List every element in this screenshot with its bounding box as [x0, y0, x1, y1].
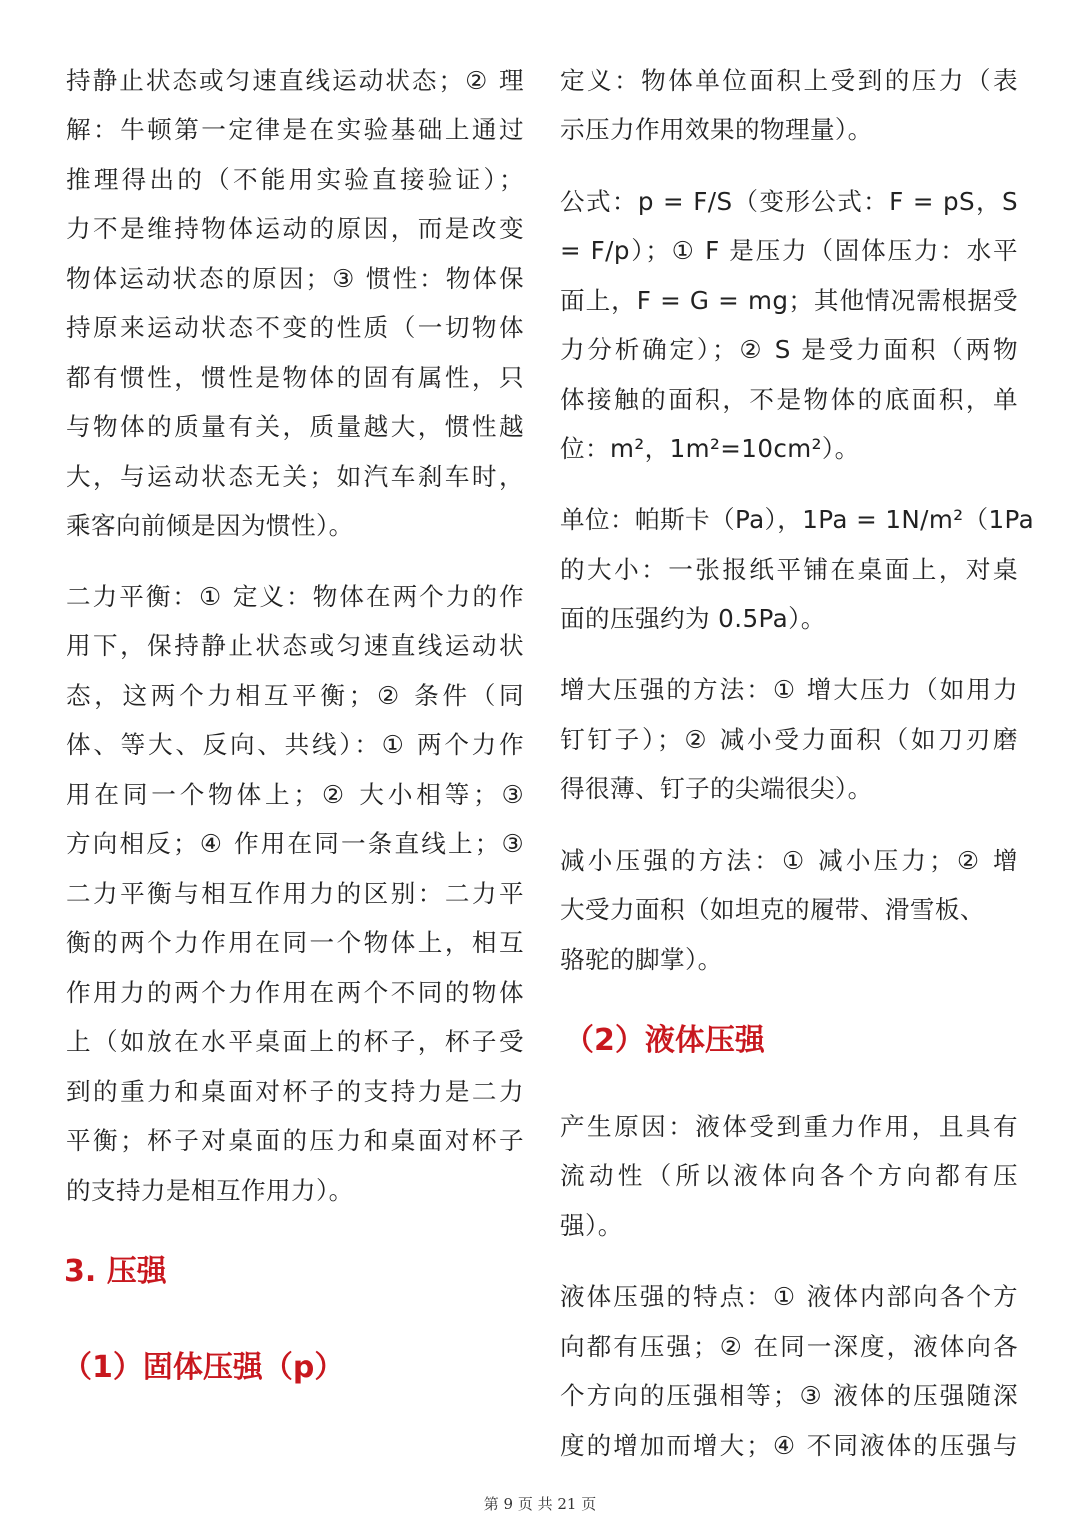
- text-line: 个方向的压强相等；③ 液体的压强随深: [560, 1381, 1018, 1410]
- text-line: 体、等大、反向、共线）：① 两个力作: [66, 730, 524, 759]
- text-line: = F/p）；① F 是压力（固体压力：水平: [560, 236, 1018, 265]
- text-line: 持原来运动状态不变的性质（一切物体: [66, 313, 524, 342]
- text-line: 大受力面积（如坦克的履带、滑雪板、: [560, 895, 985, 924]
- text-line: 作用力的两个力作用在两个不同的物体: [66, 978, 524, 1007]
- text-line: 体接触的面积，不是物体的底面积，单: [560, 385, 1018, 414]
- text-line: 物体运动状态的原因；③ 惯性：物体保: [66, 264, 524, 293]
- text-line: 面上，F = G = mg；其他情况需根据受: [560, 286, 1018, 315]
- text-line: 产生原因：液体受到重力作用，且具有: [560, 1112, 1018, 1141]
- text-line: 方向相反；④ 作用在同一条直线上；③: [66, 829, 524, 858]
- text-line: 平衡；杯子对桌面的压力和桌面对杯子: [66, 1126, 524, 1155]
- text-line: 公式：p = F/S（变形公式：F = pS，S: [560, 187, 1018, 216]
- text-line: 用在同一个物体上；② 大小相等；③: [66, 780, 524, 809]
- text-line: 的支持力是相互作用力）。: [66, 1176, 354, 1205]
- text-line: 二力平衡与相互作用力的区别：二力平: [66, 879, 524, 908]
- text-line: 得很薄、钉子的尖端很尖）。: [560, 774, 873, 803]
- text-line: 减小压强的方法：① 减小压力；② 增: [560, 846, 1018, 875]
- text-line: 上（如放在水平桌面上的杯子，杯子受: [66, 1027, 524, 1056]
- text-line: 向都有压强；② 在同一深度，液体向各: [560, 1332, 1018, 1361]
- text-line: 液体压强的特点：① 液体内部向各个方: [560, 1282, 1018, 1311]
- text-line: 钉钉子）；② 减小受力面积（如刀刃磨: [560, 725, 1018, 754]
- text-line: 的大小：一张报纸平铺在桌面上，对桌: [560, 555, 1018, 584]
- section-heading-pressure: 3. 压强: [64, 1254, 167, 1289]
- text-line: 衡的两个力作用在同一个物体上，相互: [66, 928, 524, 957]
- text-line: 力不是维持物体运动的原因，而是改变: [66, 214, 524, 243]
- text-line: 力分析确定）；② S 是受力面积（两物: [560, 335, 1018, 364]
- text-line: 示压力作用效果的物理量）。: [560, 115, 873, 144]
- text-line: 推理得出的（不能用实验直接验证）；: [66, 165, 524, 194]
- text-line: 流动性（所以液体向各个方向都有压: [560, 1161, 1018, 1190]
- text-line: 定义：物体单位面积上受到的压力（表: [560, 66, 1018, 95]
- text-line: 乘客向前倾是因为惯性）。: [66, 511, 354, 540]
- subsection-heading-solid-pressure: （1）固体压强（p）: [62, 1350, 345, 1385]
- text-line: 单位：帕斯卡（Pa），1Pa = 1N/m²（1Pa: [560, 505, 1035, 534]
- text-line: 二力平衡：① 定义：物体在两个力的作: [66, 582, 524, 611]
- subsection-heading-liquid-pressure: （2）液体压强: [564, 1023, 765, 1058]
- page-number: 第 9 页 共 21 页: [483, 1495, 597, 1513]
- text-line: 增大压强的方法：① 增大压力（如用力: [560, 675, 1018, 704]
- text-line: 用下，保持静止状态或匀速直线运动状: [66, 631, 524, 660]
- text-line: 大，与运动状态无关；如汽车刹车时，: [66, 462, 524, 491]
- text-line: 度的增加而增大；④ 不同液体的压强与: [560, 1431, 1018, 1460]
- text-line: 到的重力和桌面对杯子的支持力是二力: [66, 1077, 524, 1106]
- text-line: 面的压强约为 0.5Pa）。: [560, 604, 826, 633]
- text-line: 与物体的质量有关，质量越大，惯性越: [66, 412, 524, 441]
- text-line: 强）。: [560, 1211, 623, 1240]
- text-line: 都有惯性，惯性是物体的固有属性，只: [66, 363, 524, 392]
- text-line: 解：牛顿第一定律是在实验基础上通过: [66, 115, 524, 144]
- text-line: 位：m²，1m²=10cm²）。: [560, 434, 860, 463]
- text-line: 持静止状态或匀速直线运动状态；② 理: [66, 66, 524, 95]
- text-line: 态，这两个力相互平衡；② 条件（同: [66, 681, 524, 710]
- text-line: 骆驼的脚掌）。: [560, 945, 723, 974]
